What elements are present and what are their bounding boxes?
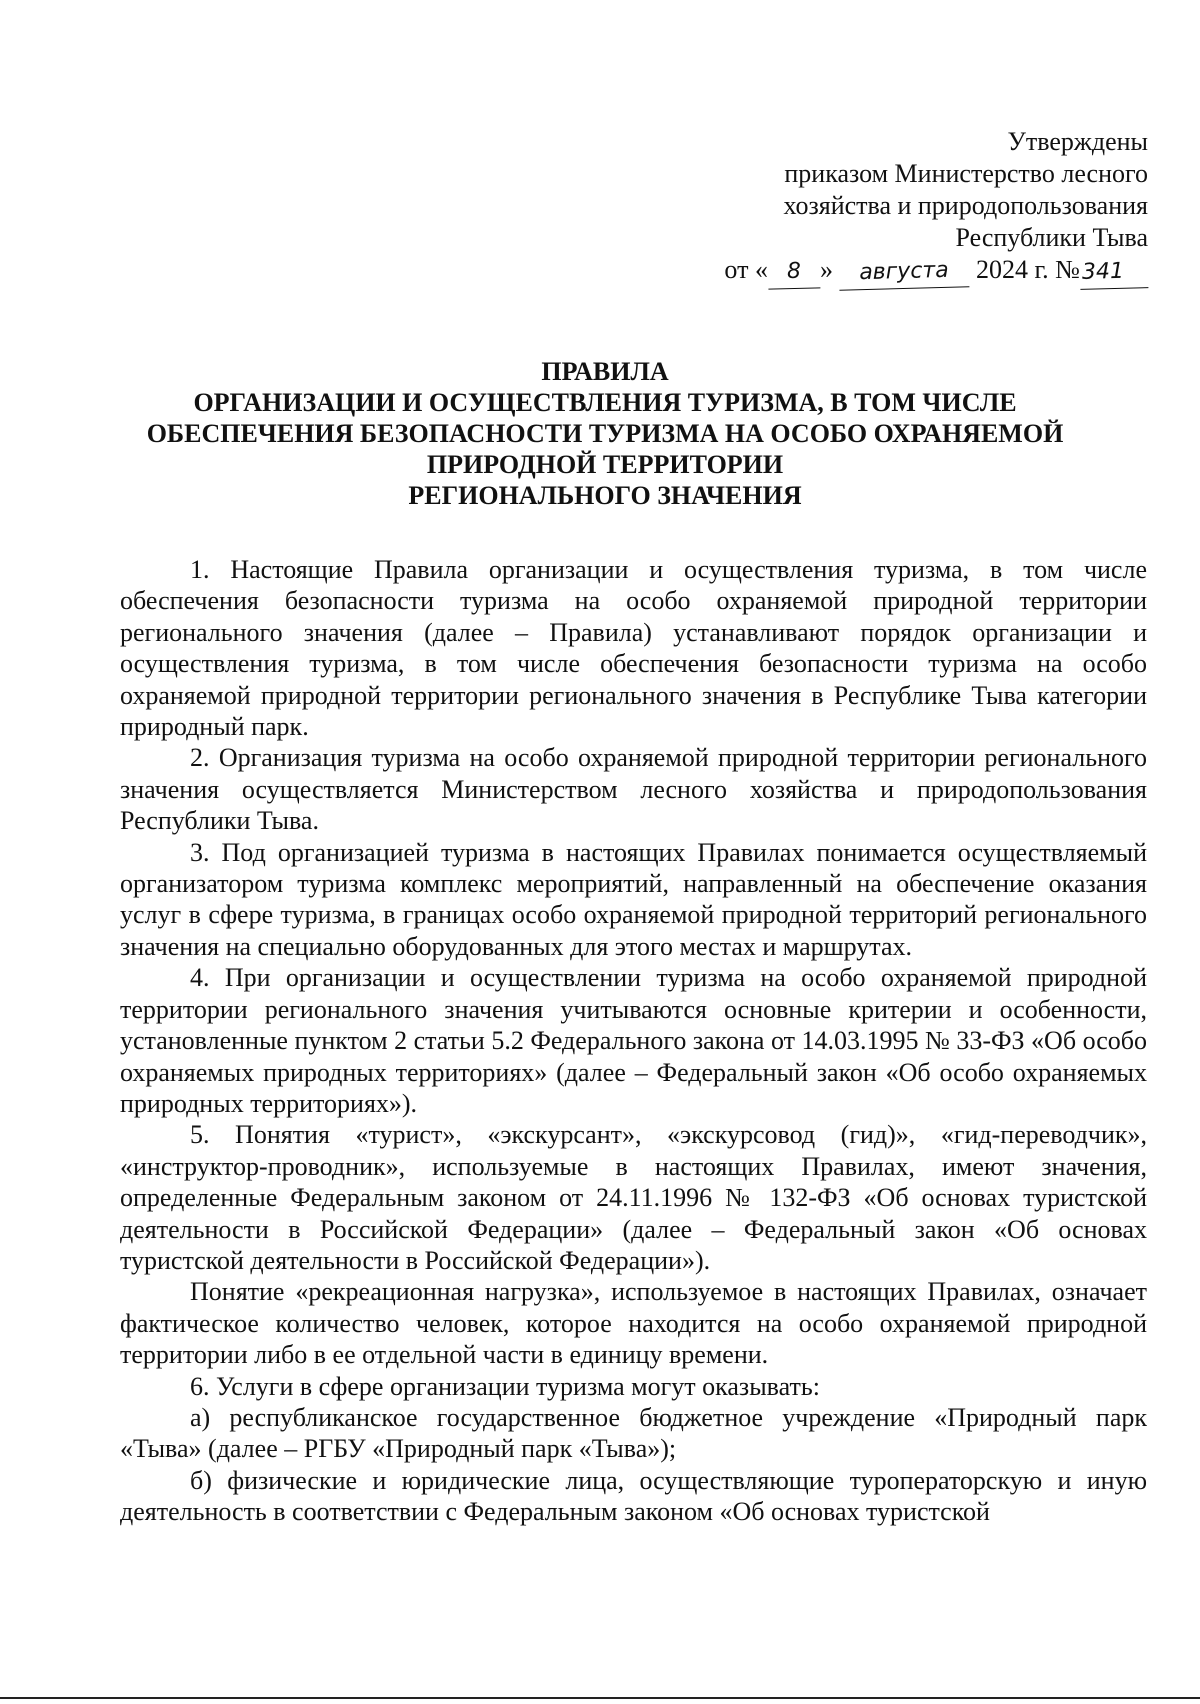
approval-line-3: хозяйства и природопользования [783,191,1148,220]
title-line-2: ОРГАНИЗАЦИИ И ОСУЩЕСТВЛЕНИЯ ТУРИЗМА, В ТОМ ЧИСЛЕ [193,388,1017,417]
paragraph-2: 2. Организация туризма на особо охраняемой природной территории регионального значения осуществляется Министерством лесного хозяйства и природопользования Республики Тыва. [120,743,1147,836]
approval-block [724,126,1148,289]
title-line-3: ОБЕСПЕЧЕНИЯ БЕЗОПАСНОСТИ ТУРИЗМА НА ОСОБО ОХРАНЯЕМОЙ [146,419,1064,448]
paragraph-1: 1. Настоящие Правила организации и осуществления туризма, в том числе обеспечения безопасности туризма на особо охраняемой природной территории регионального значения (далее – Правила) устанавливают порядок организации и осуществления туризма, в том числе обеспечения безопасности туризма на особо охраняемой природной территории регионального значения в Республике Тыва категории природный парк. [120,555,1147,742]
paragraph-6: 6. Услуги в сфере организации туризма могут оказывать: [190,1371,820,1401]
approval-date-line [724,254,1148,289]
title-line-1: ПРАВИЛА [541,357,669,386]
paragraph-4: 4. При организации и осуществлении туризма на особо охраняемой природной территории регионального значения учитываются основные критерии и особенности, установленные пунктом 2 статьи 5.2 Федерального закона от 14.03.1995 № 33-ФЗ «Об особо охраняемых природных территориях» (далее – Федеральный закон «Об особо охраняемых природных территориях»). [120,963,1147,1118]
approval-line-2: приказом Министерство лесного [784,159,1148,188]
paragraph-6b: б) физические и юридические лица, осуществляющие туроператорскую и иную деятельность в соответствии с Федеральным законом «Об основах туристской [120,1465,1147,1527]
date-mid: » [819,255,833,284]
date-prefix: от « [724,255,768,284]
approval-line-4: Республики Тыва [955,223,1148,252]
paragraph-6a: а) республиканское государственное бюджетное учреждение «Природный парк «Тыва» (далее – РГБУ «Природный парк «Тыва»); [120,1402,1147,1464]
approval-line-1: Утверждены [1007,127,1148,156]
paragraph-3: 3. Под организацией туризма в настоящих Правилах понимается осуществляемый организатором туризма комплекс мероприятий, направленный на обеспечение оказания услуг в сфере туризма, в границах особо охраняемой природной территорий регионального значения на специально оборудованных для этого местах и маршрутах. [120,837,1147,961]
document-title [60,356,1150,511]
handwritten-day: 8 [768,255,821,289]
paragraph-5: 5. Понятия «турист», «экскурсант», «экскурсовод (гид)», «гид-переводчик», «инструктор-проводник», используемые в настоящих Правилах, имеют значения, определенные Федеральным законом от 24.11.1996 № 132-ФЗ «Об основах туристской деятельности в Российской Федерации» (далее – Федеральный закон «Об основах туристской деятельности в Российской Федерации»). [120,1120,1147,1275]
title-line-5: РЕГИОНАЛЬНОГО ЗНАЧЕНИЯ [408,481,802,510]
document-body [120,554,1147,1528]
paragraph-5-recreational-load: Понятие «рекреационная нагрузка», используемое в настоящих Правилах, означает фактическое количество человек, которое находится на особо охраняемой природной территории либо в ее отдельной части в единицу времени. [120,1277,1147,1370]
title-line-4: ПРИРОДНОЙ ТЕРРИТОРИИ [426,450,784,479]
handwritten-month: августа [839,254,970,290]
page-bottom-edge [0,1697,1200,1699]
handwritten-order-number: 341 [1080,255,1149,290]
date-year: 2024 г. № [975,255,1080,284]
